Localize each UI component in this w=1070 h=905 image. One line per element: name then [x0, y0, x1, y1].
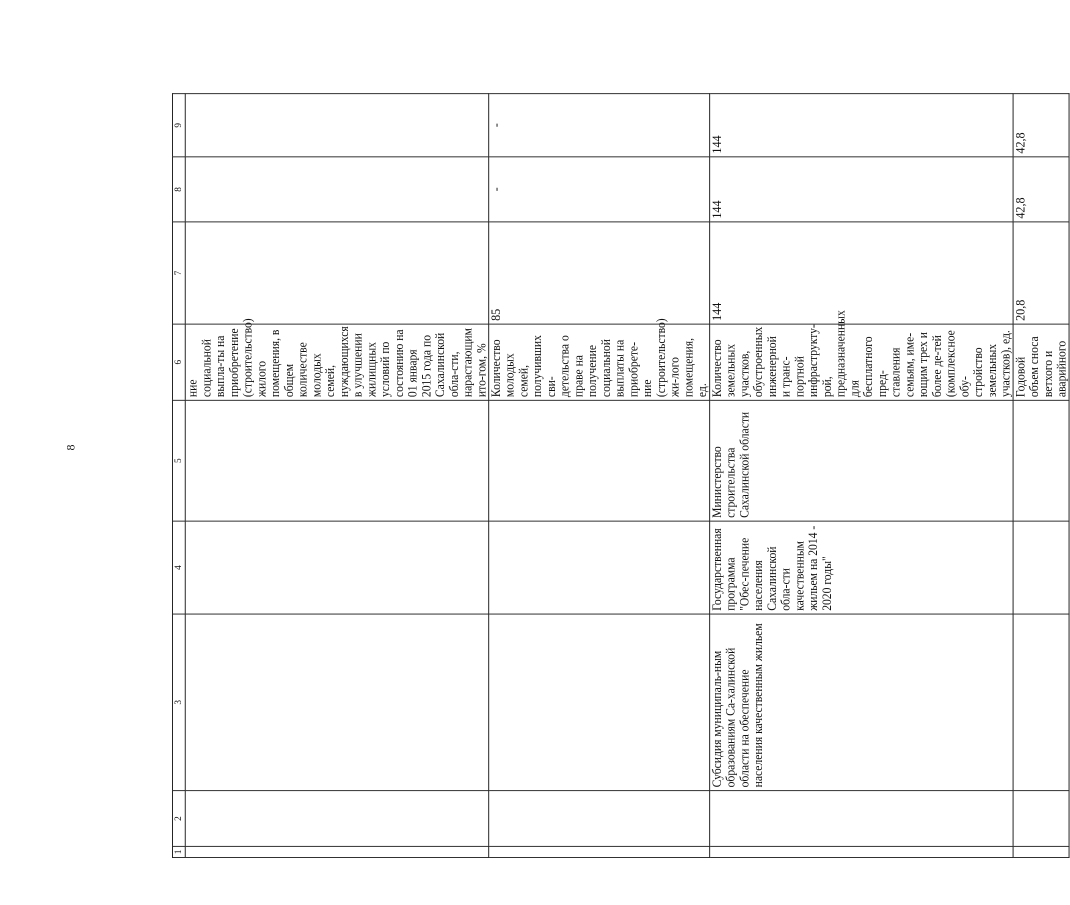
cell-c1 [710, 846, 1013, 857]
cell-c3: Субсидия муниципаль-ным образованиям Са-халинской области на обеспечение населения качественным жильем [710, 614, 1013, 791]
cell-c9: 144 [710, 94, 1013, 157]
cell-c4 [489, 521, 710, 614]
table-header-row [172, 94, 185, 858]
cell-c3 [1013, 614, 1069, 791]
indicators-table [172, 17, 1069, 858]
cell-c6: Количество земельных участков, обустроенных инженерной и транс-портной инфраструкту-рой, предназначенных для бесплатного пред-ставления семьям, име-ющим трех и более де-тей (комплексное обу-стройство земельных участков), ед. [710, 324, 1013, 400]
cell-c5 [489, 400, 710, 521]
cell-c2 [710, 791, 1013, 847]
cell-c3 [489, 614, 710, 791]
cell-c6: Годовой объем сноса ветхого и аварийного [1013, 324, 1069, 400]
col-header-4: 4 [172, 521, 185, 614]
cell-c1 [1013, 846, 1069, 857]
cell-c5: Министерство строительства Сахалинской области [710, 400, 1013, 521]
cell-c9: - [489, 94, 710, 157]
cell-c4 [1013, 521, 1069, 614]
table-row [710, 94, 1013, 858]
cell-c8: 42,8 [1013, 157, 1069, 222]
table-row [185, 94, 488, 858]
cell-c5 [1013, 400, 1069, 521]
cell-c7: 85 [489, 222, 710, 324]
cell-c1 [185, 846, 488, 857]
col-header-9: 9 [172, 94, 185, 157]
table-row [1013, 94, 1069, 858]
col-header-3: 3 [172, 614, 185, 791]
col-header-2: 2 [172, 791, 185, 847]
cell-c7: 20,8 [1013, 222, 1069, 324]
cell-c4: Государственная программа "Обес-печение населения Сахалинской обла-сти качественным жильем на 2014 - 2020 годы" [710, 521, 1013, 614]
cell-c3 [185, 614, 488, 791]
col-header-8: 8 [172, 157, 185, 222]
col-header-1: 1 [172, 846, 185, 857]
cell-c2 [185, 791, 488, 847]
page-number: 8 [63, 444, 78, 451]
cell-c7: 144 [710, 222, 1013, 324]
col-header-7: 7 [172, 222, 185, 324]
cell-c7 [185, 222, 488, 324]
col-header-5: 5 [172, 400, 185, 521]
table-row [489, 94, 710, 858]
cell-c2 [1013, 791, 1069, 847]
col-header-6: 6 [172, 324, 185, 400]
cell-c6: ние социальной выпла-ты на приобретение (строительство) жилого помещения, в общем количестве молодых семей, нуждающихся в улучшении жилищных условий по состоянию на 01 января 2015 года по Сахалинской обла-сти, нарастающим ито-гом, % [185, 324, 488, 400]
cell-c1 [489, 846, 710, 857]
cell-c4 [185, 521, 488, 614]
cell-c9 [185, 94, 488, 157]
cell-c8 [185, 157, 488, 222]
cell-c5 [185, 400, 488, 521]
cell-c9: 42,8 [1013, 94, 1069, 157]
cell-c8: 144 [710, 157, 1013, 222]
cell-c8: - [489, 157, 710, 222]
cell-c6: Количество молодых семей, получивших сви-детельства о праве на получение социальной выплаты на приобрете-ние (строительство) жи-лого помещения, ед. [489, 324, 710, 400]
cell-c2 [489, 791, 710, 847]
